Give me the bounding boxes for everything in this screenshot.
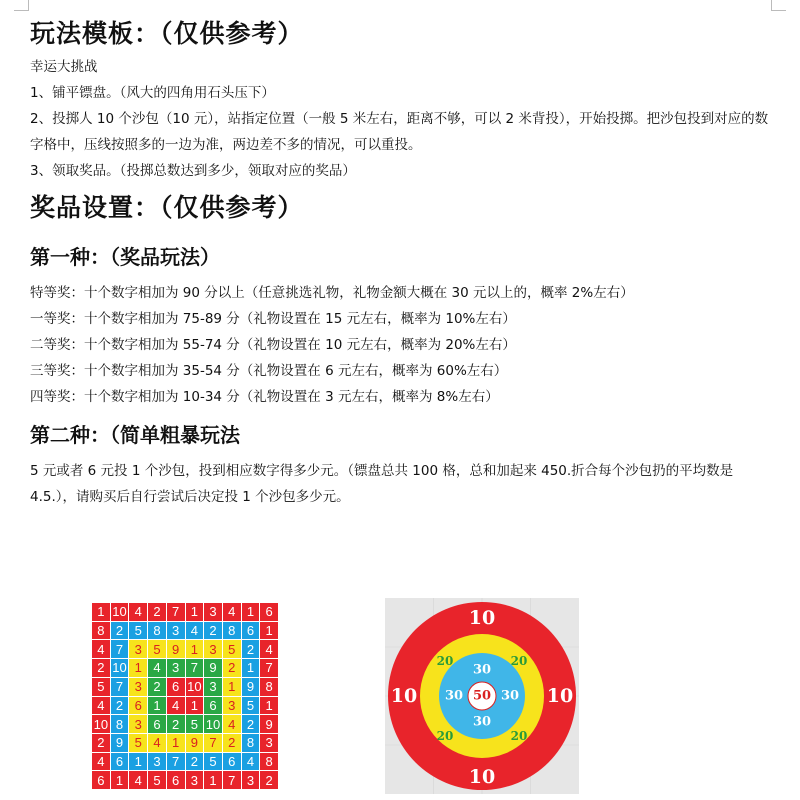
grid-cell: 2 — [111, 697, 129, 715]
grid-cell: 3 — [260, 734, 278, 752]
grid-cell: 1 — [111, 771, 129, 789]
grid-cell: 7 — [167, 603, 185, 621]
target-dart-board-image — [385, 598, 579, 794]
grid-cell: 3 — [167, 659, 185, 677]
grid-cell: 8 — [148, 622, 166, 640]
grid-cell: 1 — [260, 622, 278, 640]
target-label-middle-bottom-left: 20 — [436, 729, 454, 743]
page-corner-mark-right — [771, 0, 786, 11]
grid-cell: 7 — [167, 753, 185, 771]
grid-cell: 1 — [129, 753, 147, 771]
grid-cell: 3 — [223, 697, 241, 715]
prize-third: 三等奖：十个数字相加为 35-54 分（礼物设置在 6 元左右，概率为 60%左右） — [30, 363, 508, 379]
prize-fourth: 四等奖：十个数字相加为 10-34 分（礼物设置在 3 元左右，概率为 8%左右） — [30, 389, 499, 405]
grid-cell: 3 — [186, 771, 204, 789]
grid-cell: 8 — [242, 734, 260, 752]
grid-cell: 5 — [148, 640, 166, 658]
grid-cell: 1 — [242, 659, 260, 677]
grid-cell: 2 — [148, 603, 166, 621]
step-1: 1、铺平镖盘。（风大的四角用石头压下） — [30, 85, 275, 101]
grid-cell: 9 — [242, 678, 260, 696]
grid-cell: 1 — [186, 697, 204, 715]
grid-cell: 7 — [111, 678, 129, 696]
grid-cell: 6 — [148, 715, 166, 733]
grid-cell: 4 — [223, 715, 241, 733]
grid-cell: 9 — [167, 640, 185, 658]
grid-cell: 4 — [129, 603, 147, 621]
grid-cell: 8 — [223, 622, 241, 640]
grid-cell: 4 — [186, 622, 204, 640]
grid-cell: 2 — [242, 640, 260, 658]
grid-cell: 2 — [167, 715, 185, 733]
grid-cell: 3 — [129, 640, 147, 658]
target-label-inner-bottom: 30 — [472, 714, 492, 730]
grid-cell: 5 — [242, 697, 260, 715]
grid-cell: 10 — [205, 716, 221, 732]
grid-cell: 10 — [93, 716, 109, 732]
target-label-outer-bottom: 10 — [468, 766, 496, 788]
grid-cell: 1 — [223, 678, 241, 696]
grid-cell: 10 — [187, 679, 202, 695]
grid-cell: 10 — [112, 604, 127, 620]
grid-cell: 10 — [112, 660, 127, 676]
grid-cell: 5 — [129, 734, 147, 752]
grid-cell: 2 — [92, 734, 110, 752]
target-label-middle-top-left: 20 — [436, 654, 454, 668]
target-label-middle-bottom-right: 20 — [510, 729, 528, 743]
grid-cell: 7 — [223, 771, 241, 789]
grid-cell: 4 — [260, 640, 278, 658]
section-title-gameplay: 玩法模板：（仅供参考） — [30, 19, 304, 48]
page-corner-mark-left — [14, 0, 29, 11]
grid-cell: 8 — [260, 678, 278, 696]
grid-cell: 1 — [148, 697, 166, 715]
grid-cell: 2 — [186, 753, 204, 771]
grid-cell: 9 — [260, 715, 278, 733]
method-2-description: 5 元或者 6 元投 1 个沙包，投到相应数字得多少元。（镖盘总共 100 格，总和加起来 450.折合每个沙包扔的平均数是 4.5.），请购买后自行尝试后决定投 1 个沙包多少元。 — [30, 463, 734, 505]
grid-cell: 3 — [204, 603, 222, 621]
grid-cell: 4 — [223, 603, 241, 621]
grid-cell: 6 — [204, 697, 222, 715]
grid-cell: 2 — [204, 622, 222, 640]
game-name: 幸运大挑战 — [30, 59, 98, 75]
target-label-middle-top-right: 20 — [510, 654, 528, 668]
grid-cell: 5 — [148, 771, 166, 789]
grid-cell: 4 — [148, 659, 166, 677]
grid-cell: 5 — [223, 640, 241, 658]
grid-cell: 5 — [186, 715, 204, 733]
target-label-inner-right: 30 — [500, 688, 520, 704]
target-label-outer-right: 10 — [546, 685, 574, 707]
grid-cell: 8 — [260, 753, 278, 771]
grid-cell: 3 — [242, 771, 260, 789]
grid-cell: 7 — [204, 734, 222, 752]
step-3: 3、领取奖品。（投掷总数达到多少，领取对应的奖品） — [30, 163, 356, 179]
grid-cell: 1 — [129, 659, 147, 677]
grid-cell: 7 — [260, 659, 278, 677]
method-2-title: 第二种：（简单粗暴玩法 — [30, 423, 240, 447]
grid-cell: 1 — [92, 603, 110, 621]
grid-cell: 1 — [167, 734, 185, 752]
grid-cell: 2 — [111, 622, 129, 640]
grid-cell: 1 — [242, 603, 260, 621]
grid-cell: 9 — [111, 734, 129, 752]
grid-cell: 4 — [92, 697, 110, 715]
number-grid-board-image — [91, 602, 279, 790]
step-2: 2、投掷人 10 个沙包（10 元），站指定位置（一般 5 米左右，距离不够，可以 2 米背投），开始投掷。把沙包投到对应的数字格中，压线按照多的一边为准，两边差不多的情况，可以重投。 — [30, 111, 769, 153]
grid-cell: 5 — [92, 678, 110, 696]
grid-cell: 2 — [148, 678, 166, 696]
grid-cell: 6 — [223, 753, 241, 771]
grid-cell: 6 — [242, 622, 260, 640]
target-label-inner-left: 30 — [444, 688, 464, 704]
target-label-outer-top: 10 — [468, 607, 496, 629]
grid-cell: 2 — [260, 771, 278, 789]
grid-cell: 8 — [92, 622, 110, 640]
grid-cell: 4 — [92, 640, 110, 658]
grid-cell: 2 — [223, 659, 241, 677]
grid-cell: 2 — [242, 715, 260, 733]
grid-cell: 3 — [204, 678, 222, 696]
grid-cell: 6 — [129, 697, 147, 715]
grid-cell: 9 — [204, 659, 222, 677]
grid-cell: 5 — [129, 622, 147, 640]
grid-cell: 1 — [204, 771, 222, 789]
prize-special: 特等奖：十个数字相加为 90 分以上（任意挑选礼物，礼物金额大概在 30 元以上的，概率 2%左右） — [30, 285, 634, 301]
grid-cell: 4 — [148, 734, 166, 752]
grid-cell: 3 — [148, 753, 166, 771]
target-label-inner-top: 30 — [472, 662, 492, 678]
grid-cell: 2 — [92, 659, 110, 677]
grid-cell: 5 — [204, 753, 222, 771]
prize-first: 一等奖：十个数字相加为 75-89 分（礼物设置在 15 元左右，概率为 10%左右） — [30, 311, 516, 327]
grid-cell: 7 — [111, 640, 129, 658]
grid-cell: 4 — [129, 771, 147, 789]
grid-cell: 6 — [167, 771, 185, 789]
grid-cell: 1 — [186, 603, 204, 621]
method-1-title: 第一种：（奖品玩法） — [30, 245, 220, 269]
prize-second: 二等奖：十个数字相加为 55-74 分（礼物设置在 10 元左右，概率为 20%左右） — [30, 337, 516, 353]
grid-cell: 6 — [260, 603, 278, 621]
document-page — [30, 14, 775, 510]
grid-cell: 6 — [92, 771, 110, 789]
grid-cell: 1 — [260, 697, 278, 715]
grid-cell: 8 — [111, 715, 129, 733]
grid-cell: 3 — [204, 640, 222, 658]
grid-cell: 3 — [167, 622, 185, 640]
target-label-center: 50 — [472, 688, 492, 704]
grid-cell: 3 — [129, 678, 147, 696]
grid-cell: 3 — [129, 715, 147, 733]
grid-cell: 4 — [92, 753, 110, 771]
grid-cell: 9 — [186, 734, 204, 752]
grid-cell: 2 — [223, 734, 241, 752]
grid-cell: 7 — [186, 659, 204, 677]
section-title-prizes: 奖品设置：（仅供参考） — [30, 193, 304, 222]
grid-cell: 4 — [167, 697, 185, 715]
target-label-outer-left: 10 — [390, 685, 418, 707]
grid-cell: 4 — [242, 753, 260, 771]
grid-cell: 6 — [111, 753, 129, 771]
grid-cell: 6 — [167, 678, 185, 696]
grid-cell: 1 — [186, 640, 204, 658]
